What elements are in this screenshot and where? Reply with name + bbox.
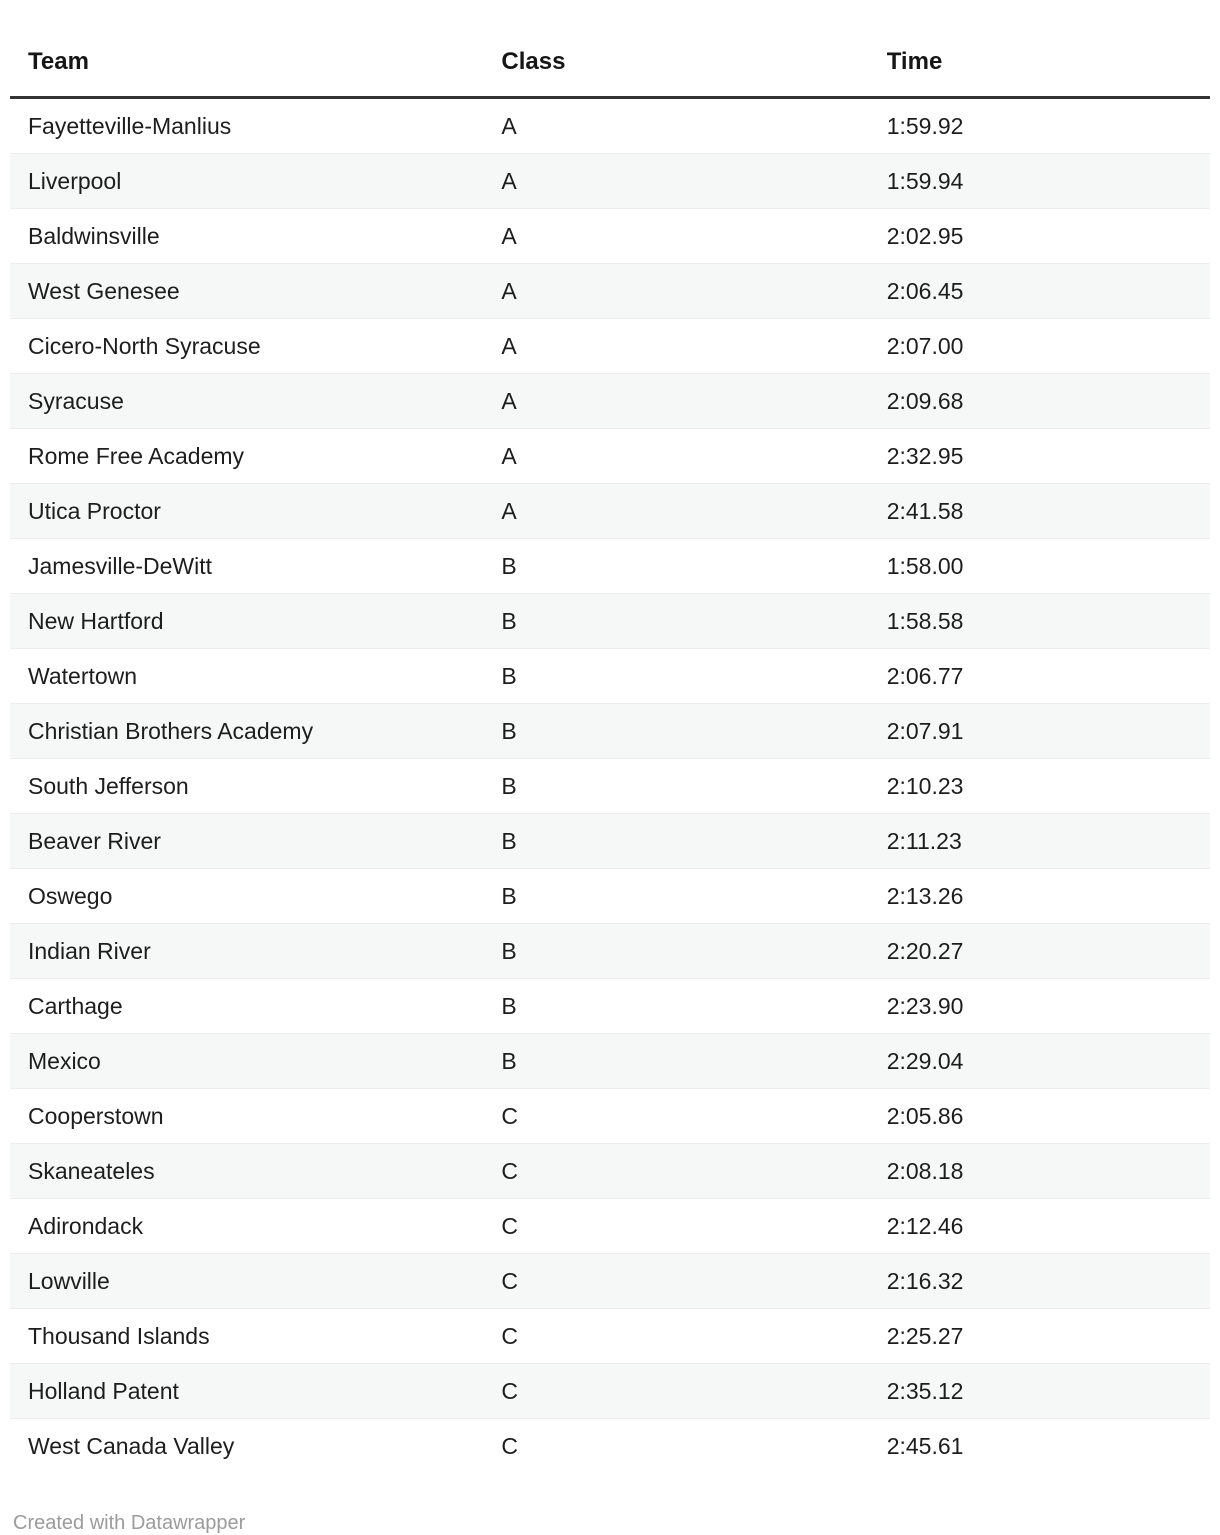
class-cell: B: [483, 979, 868, 1034]
time-cell: 2:41.58: [869, 484, 1210, 539]
time-cell: 2:13.26: [869, 869, 1210, 924]
class-cell: A: [483, 484, 868, 539]
time-cell: 2:06.77: [869, 649, 1210, 704]
table-row: [10, 1089, 1210, 1144]
datawrapper-credit: Created with Datawrapper: [13, 1512, 246, 1534]
class-cell: C: [483, 1199, 868, 1254]
table-row: [10, 1034, 1210, 1089]
table-row: [10, 594, 1210, 649]
time-cell: 2:06.45: [869, 264, 1210, 319]
class-cell: C: [483, 1089, 868, 1144]
team-cell: Lowville: [10, 1254, 483, 1309]
team-cell: Syracuse: [10, 374, 483, 429]
team-cell: Oswego: [10, 869, 483, 924]
team-cell: Indian River: [10, 924, 483, 979]
class-cell: B: [483, 924, 868, 979]
time-cell: 2:11.23: [869, 814, 1210, 869]
table-row: [10, 154, 1210, 209]
table-row: [10, 704, 1210, 759]
column-header-class: Class: [483, 30, 868, 98]
class-cell: A: [483, 154, 868, 209]
table-row: [10, 539, 1210, 594]
team-cell: Mexico: [10, 1034, 483, 1089]
team-cell: Skaneateles: [10, 1144, 483, 1199]
table-header: [10, 30, 1210, 98]
time-cell: 2:12.46: [869, 1199, 1210, 1254]
team-cell: Christian Brothers Academy: [10, 704, 483, 759]
table-row: [10, 1419, 1210, 1474]
team-cell: Liverpool: [10, 154, 483, 209]
class-cell: C: [483, 1309, 868, 1364]
column-header-team: Team: [10, 30, 483, 98]
table-row: [10, 1364, 1210, 1419]
table-row: [10, 759, 1210, 814]
table-row: [10, 319, 1210, 374]
team-cell: Watertown: [10, 649, 483, 704]
table-row: [10, 374, 1210, 429]
time-cell: 1:58.00: [869, 539, 1210, 594]
team-cell: Cicero-North Syracuse: [10, 319, 483, 374]
class-cell: A: [483, 319, 868, 374]
class-cell: B: [483, 594, 868, 649]
table-row: [10, 649, 1210, 704]
team-cell: Holland Patent: [10, 1364, 483, 1419]
class-cell: A: [483, 264, 868, 319]
class-cell: C: [483, 1144, 868, 1199]
team-cell: Beaver River: [10, 814, 483, 869]
class-cell: A: [483, 209, 868, 264]
time-cell: 2:07.91: [869, 704, 1210, 759]
team-cell: Thousand Islands: [10, 1309, 483, 1364]
class-cell: A: [483, 429, 868, 484]
time-cell: 2:02.95: [869, 209, 1210, 264]
table-row: [10, 1144, 1210, 1199]
time-cell: 2:07.00: [869, 319, 1210, 374]
column-header-time: Time: [869, 30, 1210, 98]
team-cell: Utica Proctor: [10, 484, 483, 539]
table-row: [10, 814, 1210, 869]
class-cell: C: [483, 1254, 868, 1309]
table-row: [10, 264, 1210, 319]
time-cell: 2:08.18: [869, 1144, 1210, 1199]
time-cell: 2:20.27: [869, 924, 1210, 979]
time-cell: 2:25.27: [869, 1309, 1210, 1364]
team-cell: Rome Free Academy: [10, 429, 483, 484]
team-cell: Jamesville-DeWitt: [10, 539, 483, 594]
table-row: [10, 924, 1210, 979]
team-cell: Baldwinsville: [10, 209, 483, 264]
team-cell: Adirondack: [10, 1199, 483, 1254]
class-cell: A: [501, 113, 517, 139]
header-row: [10, 30, 1210, 98]
table-row: [10, 209, 1210, 264]
class-cell: B: [483, 649, 868, 704]
time-cell: 2:45.61: [869, 1419, 1210, 1474]
time-cell: 2:10.23: [869, 759, 1210, 814]
table-row: [10, 98, 1210, 154]
time-cell: 2:09.68: [869, 374, 1210, 429]
time-cell: 1:58.58: [869, 594, 1210, 649]
table-row: [10, 869, 1210, 924]
class-cell: B: [483, 814, 868, 869]
class-cell: B: [483, 759, 868, 814]
team-cell: Carthage: [10, 979, 483, 1034]
time-cell: 1:59.94: [869, 154, 1210, 209]
table-row: [10, 1309, 1210, 1364]
table-row: [10, 484, 1210, 539]
team-cell: West Canada Valley: [10, 1419, 483, 1474]
team-cell: Fayetteville-Manlius: [28, 113, 232, 139]
table-row: [10, 429, 1210, 484]
class-cell: A: [483, 374, 868, 429]
class-cell: B: [483, 539, 868, 594]
class-cell: C: [483, 1364, 868, 1419]
team-cell: Cooperstown: [10, 1089, 483, 1144]
table-row: [10, 1254, 1210, 1309]
time-cell: 2:05.86: [869, 1089, 1210, 1144]
time-cell: 1:59.92: [886, 113, 964, 139]
class-cell: B: [483, 704, 868, 759]
team-cell: South Jefferson: [10, 759, 483, 814]
team-cell: New Hartford: [10, 594, 483, 649]
table-row: [10, 979, 1210, 1034]
time-cell: 2:29.04: [869, 1034, 1210, 1089]
time-cell: 2:32.95: [869, 429, 1210, 484]
time-cell: 2:16.32: [869, 1254, 1210, 1309]
time-cell: 2:35.12: [869, 1364, 1210, 1419]
class-cell: B: [483, 869, 868, 924]
table-row: [10, 1199, 1210, 1254]
team-cell: West Genesee: [10, 264, 483, 319]
class-cell: B: [483, 1034, 868, 1089]
table-body: [10, 98, 1210, 1474]
results-table: [10, 30, 1210, 1473]
time-cell: 2:23.90: [869, 979, 1210, 1034]
class-cell: C: [483, 1419, 868, 1474]
